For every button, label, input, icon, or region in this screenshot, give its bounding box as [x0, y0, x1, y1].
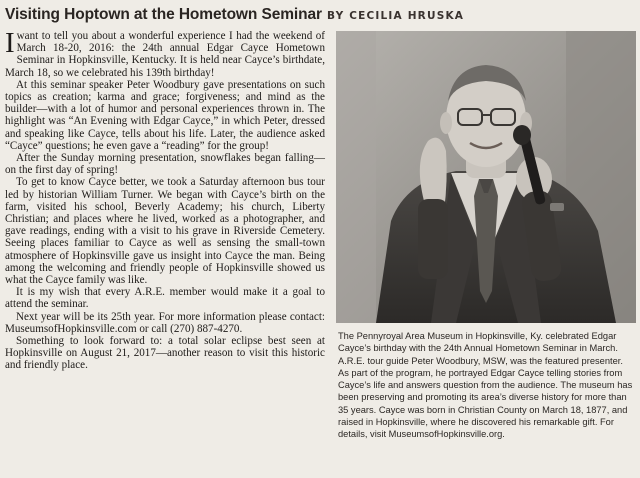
article-byline: BY CECILIA HRUSKA — [326, 10, 465, 22]
article-paragraph-4: To get to know Cayce better, we took a Saturday afternoon bus tour led by historian William Turner. We began with Cayce’s birth on the farm, visited his school, Beverly Academy; his church, Liberty Christian; and places where he lived, worked as a photographer, and gave readings, ending with a visit to his grave in Riverside Cemetery. Seeing places familiar to Cayce as well as sensing the small-town atmosphere of Hopkinsville gave us insight into Cayce the man. Being among the welcoming and friendly people of Hopkinsville showed us what the Cayce family was like. — [5, 176, 325, 287]
presenter-illustration — [336, 31, 636, 323]
photo-caption: The Pennyroyal Area Museum in Hopkinsville, Ky. celebrated Edgar Cayce’s birthday with the 24th Annual Hometown Seminar in March. A.R.E. tour guide Peter Woodbury, MSW, was the featured presenter. As part of the program, he portrayed Edgar Cayce telling stories from Cayce’s life and answers question from the audience. The museum has been preserving and promoting its area’s diverse history for more than 35 years. Cayce was born in Christian County on March 18, 1877, and raised in Hopkinsville, where he discovered his remarkable gift. For details, visit MuseumsofHopkinsville.org. — [338, 331, 633, 440]
paragraph-1-text: want to tell you about a wonderful experience I had the weekend of March 18-20, 2016: the 24th annual Edgar Cayce Hometown Seminar in Hopkinsville, Kentucky. It is held near Cayce’s birthdate, March 18, so we celebrated his 139th birthday! — [5, 30, 325, 79]
article-paragraph-3: After the Sunday morning presentation, snowflakes began falling—on the first day of spring! — [5, 152, 325, 177]
article-paragraph-2: At this seminar speaker Peter Woodbury gave presentations on such topics as creation; karma and grace; forgiveness; and mind as the builder—with a lot of humor and personal experiences thrown in. The highlight was “An Evening with Edgar Cayce,” in which Peter, dressed and speaking like Cayce, tells about his life. Later, the audience asked “Cayce” questions; he even gave a “reading” for the group! — [5, 78, 325, 152]
article-body — [5, 27, 325, 372]
article-title: Visiting Hoptown at the Hometown Seminar — [5, 6, 322, 23]
drop-cap: I — [5, 27, 15, 59]
article-paragraph-5: It is my wish that every A.R.E. member would make it a goal to attend the seminar. — [5, 286, 325, 311]
presenter-photo — [336, 31, 636, 323]
article-paragraph-6: Next year will be its 25th year. For more information please contact: MuseumsofHopkinsville.com or call (270) 887-4270. — [5, 310, 325, 335]
article-paragraph-7: Something to look forward to: a total solar eclipse best seen at Hopkinsville on August 21, 2017—another reason to visit this historic and friendly place. — [5, 335, 325, 372]
article-headline — [5, 6, 635, 24]
article-paragraph-1 — [5, 27, 325, 79]
